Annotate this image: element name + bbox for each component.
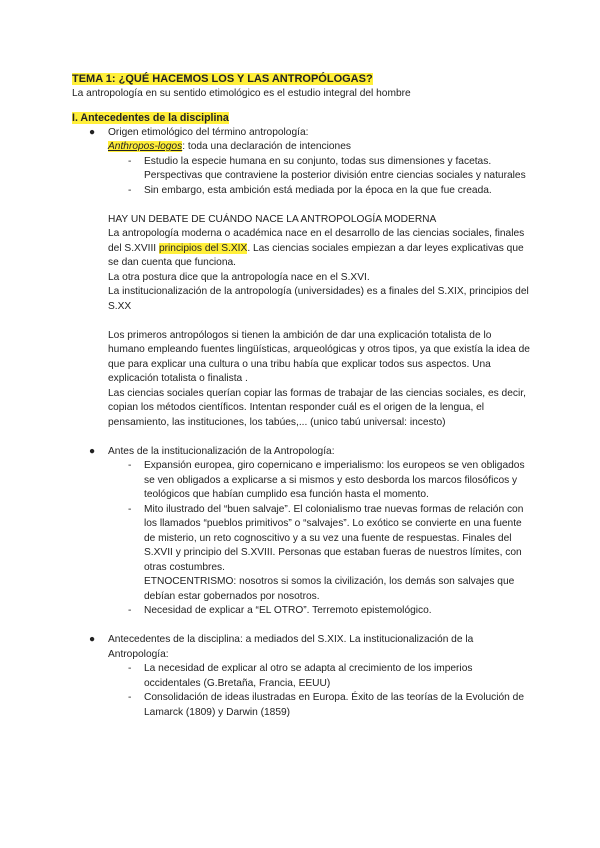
bullet-icon: ● — [89, 634, 96, 645]
list-item: - Estudio la especie humana en su conjunto, todas sus dimensiones y facetas. Perspectivas que contraviene la posterior división entre ciencias sociales y naturales — [128, 155, 526, 181]
paragraph: La antropología moderna o académica nace en el desarrollo de las ciencias sociales, finales del S.XVIII principios del S.XIX. Las ciencias sociales empiezan a dar leyes explicativas que se dan cuenta que funciona. — [108, 228, 525, 268]
list-item: - Mito ilustrado del “buen salvaje”. El colonialismo trae nuevas formas de relación con los llamados “pueblos primitivos” o “salvajes”. Lo exótico se convierte en una fuente de misterio, un reto cognoscitivo y a su vez una fuente de respuestas. Finales del S.XVII y principio del S.XVIII. Personas que estaban fueras de nuestros límites, con otras costumbres. ETNOCENTRISMO: nosotros si somos la civilización, los demás son salvajes que debían estar gobernados por nosotros. — [128, 503, 524, 602]
paragraph: Las ciencias sociales querían copiar las formas de trabajar de las ciencias sociales, es decir, copian los métodos científicos. Intentan responder cuál es el origen de la lengua, el pensamiento, las instituciones, los tabúes,... (unico tabú universal: incesto) — [108, 387, 526, 428]
highlight: principios del S.XIX — [158, 242, 248, 254]
list-item: - Expansión europea, giro copernicano e imperialismo: los europeos se ven obligados se ven obligados a explicarse a si mismos y esto desborda los marcos filosóficos y teológicos que habían cumplido esa función hasta el momento. — [128, 460, 525, 500]
term-highlight: Anthropos-logos — [108, 141, 183, 152]
bullet-before-institutionalization — [72, 445, 530, 460]
bullet-icon: ● — [89, 445, 96, 457]
list-item: - Consolidación de ideas ilustradas en Europa. Éxito de las teorías de la Evolución de Lamarck (1809) y Darwin (1859) — [128, 692, 525, 718]
list-item: - Sin embargo, esta ambición está mediada por la época en la que fue creada. — [128, 184, 492, 196]
debate-heading: HAY UN DEBATE DE CUÁNDO NACE LA ANTROPOLOGÍA MODERNA — [108, 213, 437, 225]
bullet-label: Origen etimológico del término antropología: — [108, 126, 309, 138]
bullet-icon: ● — [89, 126, 96, 138]
bullet-label: Antes de la institucionalización de la Antropología: — [108, 445, 335, 457]
bullet-mid-19th-century — [72, 633, 530, 662]
intro-paragraph: La antropología en su sentido etimológico es el estudio integral del hombre — [72, 87, 411, 99]
paragraph: La otra postura dice que la antropología nace en el S.XVI. — [108, 271, 370, 283]
paragraph: Los primeros antropólogos si tienen la ambición de dar una explicación totalista de lo humano empleando fuentes lingüísticas, arqueológicas y otros tipos, ya que existía la idea de que para explicar una cultura o una tribu había que explicar todos sus aspectos. Una explicación totalista o finalista . — [108, 329, 530, 384]
document-page — [72, 72, 530, 720]
list-item: - La necesidad de explicar al otro se adapta al crecimiento de los imperios occidentales (G.Bretaña, Francia, EEUU) — [128, 663, 473, 689]
section-heading: I. Antecedentes de la disciplina — [72, 112, 229, 124]
bullet-label: Antecedentes de la disciplina: a mediados del S.XIX. La institucionalización de la Antropología: — [108, 634, 474, 660]
bullet-origin — [72, 126, 530, 141]
paragraph: La institucionalización de la antropología (universidades) es a finales del S.XIX, principios del S.XX — [108, 286, 529, 312]
term-line: Anthropos-logos: toda una declaración de intenciones — [108, 141, 351, 152]
list-item: - Necesidad de explicar a “EL OTRO”. Terremoto epistemológico. — [128, 605, 432, 616]
page-title: TEMA 1: ¿QUÉ HACEMOS LOS Y LAS ANTROPÓLOGAS? — [72, 73, 373, 85]
